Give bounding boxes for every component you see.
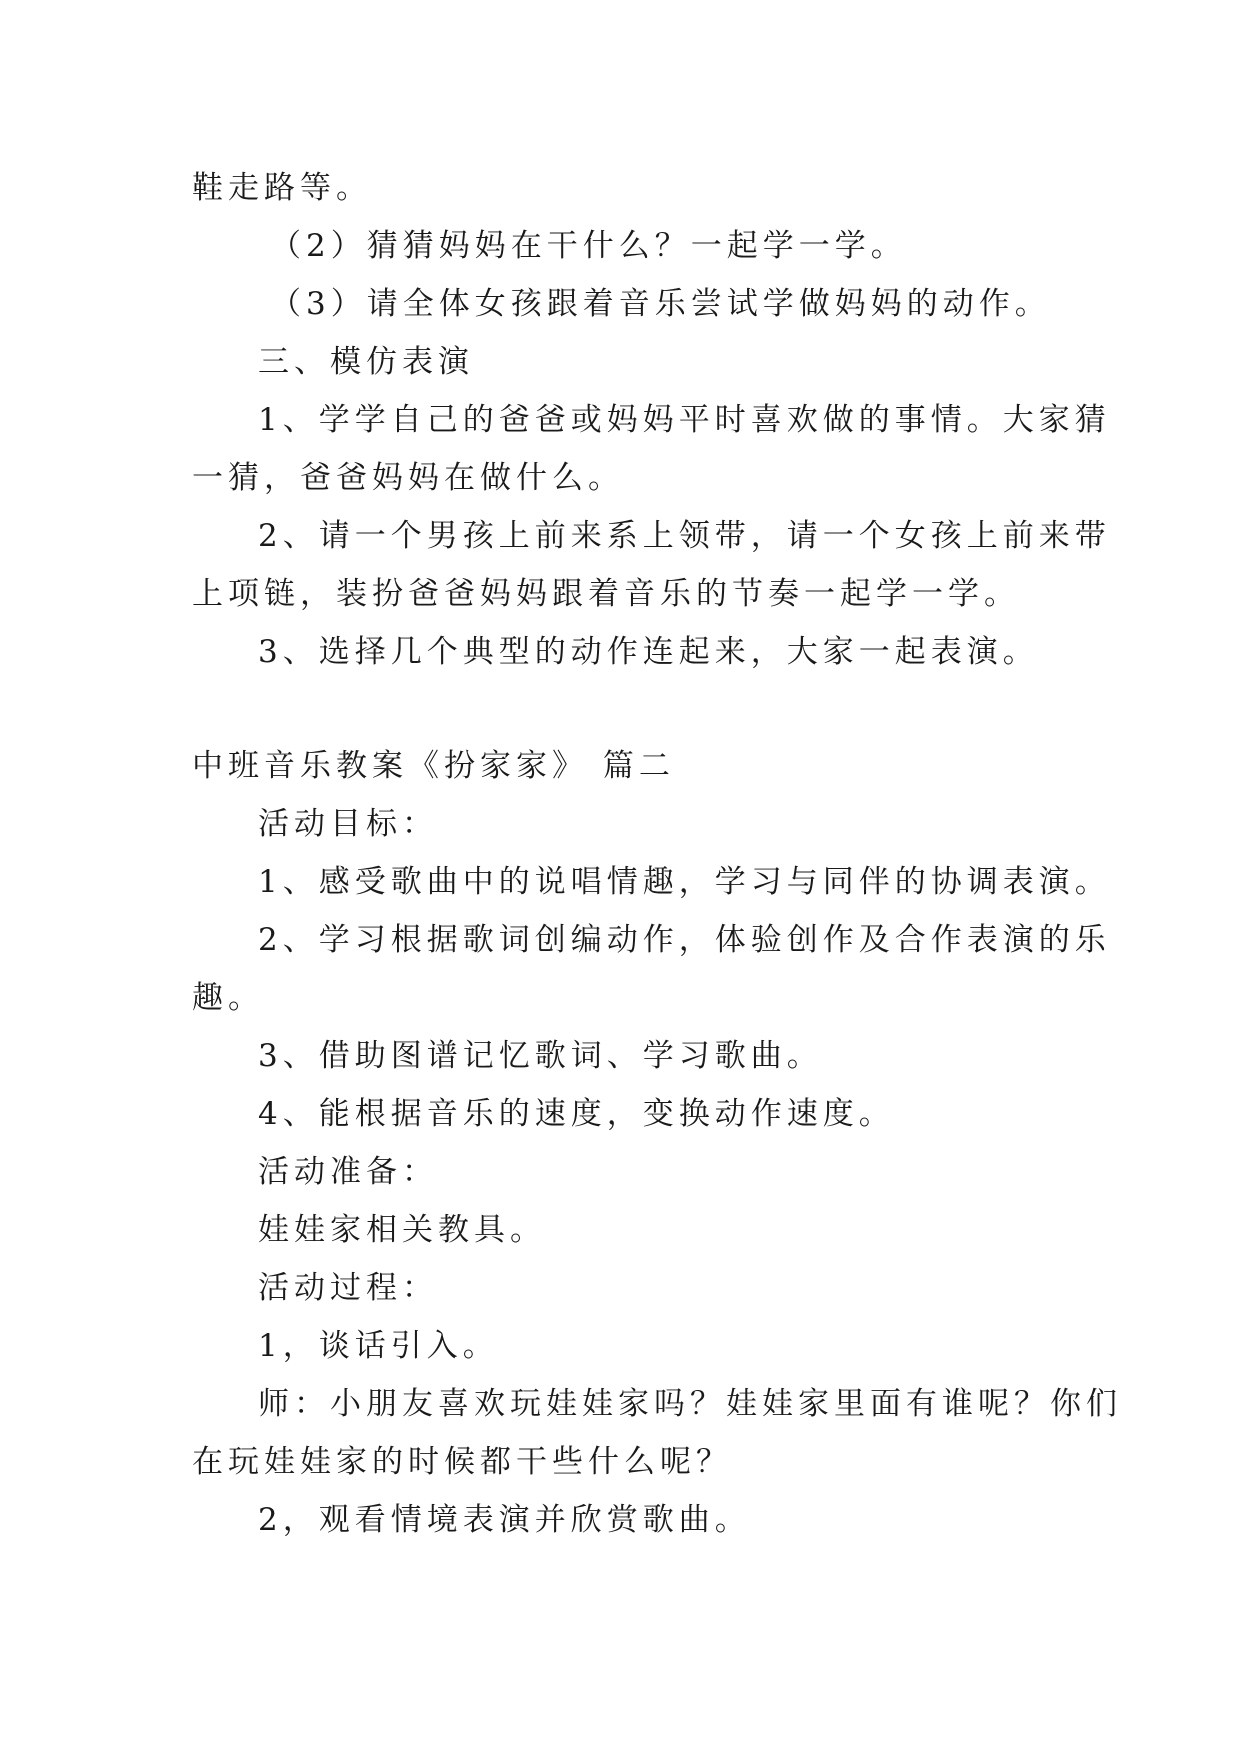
objective-1: 1、感受歌曲中的说唱情趣，学习与同伴的协调表演。 [258,864,1111,900]
section-heading-imitation: 三、模仿表演 [258,344,474,380]
objective-3: 3、借助图谱记忆歌词、学习歌曲。 [258,1038,823,1074]
paragraph-continuation: 鞋走路等。 [192,170,372,206]
teacher-dialogue-continued: 在玩娃娃家的时候都干些什么呢？ [192,1444,732,1480]
step-2: （2）猜猜妈妈在干什么？一起学一学。 [270,228,907,264]
item-2-continued: 上项链，装扮爸爸妈妈跟着音乐的节奏一起学一学。 [192,576,1020,612]
lesson-title: 中班音乐教案《扮家家》 篇二 [192,748,675,784]
step-3: （3）请全体女孩跟着音乐尝试学做妈妈的动作。 [270,286,1051,322]
item-1-continued: 一猜，爸爸妈妈在做什么。 [192,460,624,496]
objective-2: 2、学习根据歌词创编动作，体验创作及合作表演的乐 [258,922,1111,958]
objective-4: 4、能根据音乐的速度，变换动作速度。 [258,1096,895,1132]
preparation-text: 娃娃家相关教具。 [258,1212,546,1248]
heading-process: 活动过程： [258,1270,438,1306]
item-3: 3、选择几个典型的动作连起来，大家一起表演。 [258,634,1039,670]
process-step-2: 2，观看情境表演并欣赏歌曲。 [258,1502,751,1538]
objective-2-continued: 趣。 [192,980,264,1016]
item-2: 2、请一个男孩上前来系上领带，请一个女孩上前来带 [258,518,1111,554]
item-1: 1、学学自己的爸爸或妈妈平时喜欢做的事情。大家猜 [258,402,1111,438]
heading-preparation: 活动准备： [258,1154,438,1190]
process-step-1: 1，谈话引入。 [258,1328,499,1364]
heading-objectives: 活动目标： [258,806,438,842]
teacher-dialogue: 师：小朋友喜欢玩娃娃家吗？娃娃家里面有谁呢？你们 [258,1386,1122,1422]
